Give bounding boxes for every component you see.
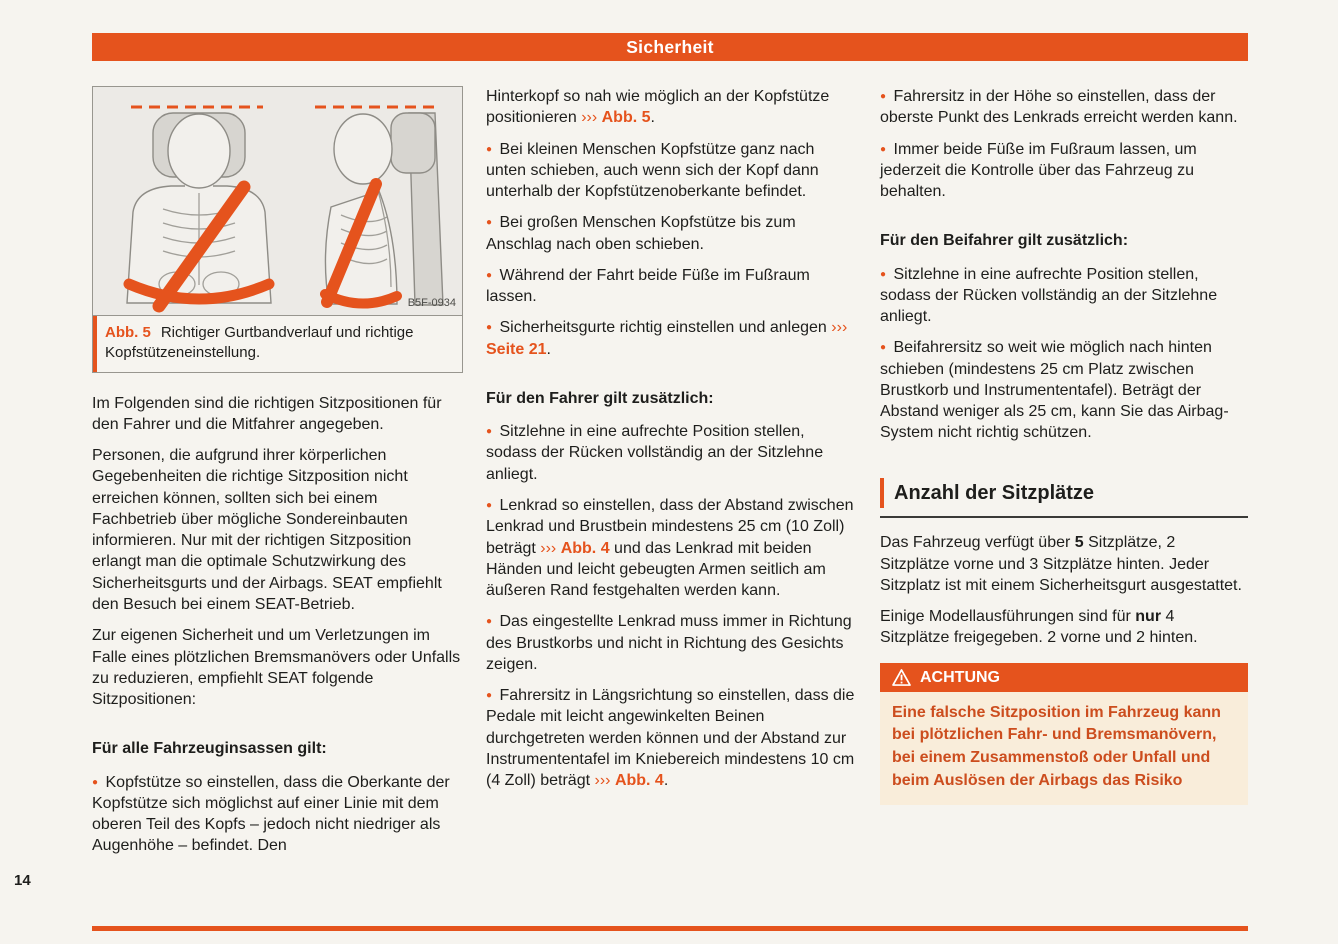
warning-box <box>880 663 1248 805</box>
page-header <box>92 33 1248 61</box>
list-item <box>486 265 855 308</box>
bullet-text: Sitzlehne in eine aufrechte Position stellen, sodass der Rücken vollständig an der Sitzlehne anliegt. <box>880 265 1218 326</box>
figure-caption-text: Richtiger Gurtbandverlauf und richtige Kopfstützeneinstellung. <box>105 324 414 361</box>
list-item <box>880 337 1248 443</box>
paragraph <box>880 606 1248 649</box>
warning-header <box>880 663 1248 692</box>
figure-reference-link[interactable]: Abb. 4 <box>614 772 664 790</box>
column-middle <box>486 86 855 801</box>
ref-arrow-icon: ››› <box>831 319 848 337</box>
paragraph <box>880 532 1248 596</box>
bullet-text: . <box>650 109 655 127</box>
paragraph: Im Folgenden sind die richtigen Sitzpositionen für den Fahrer und die Mitfahrer angegeben. <box>92 394 442 433</box>
column-right <box>880 86 1248 805</box>
list-item <box>880 264 1248 328</box>
bullet-text: Während der Fahrt beide Füße im Fußraum lassen. <box>486 266 810 306</box>
bullet-icon: ● <box>880 268 887 280</box>
bullet-text: . <box>546 340 551 358</box>
list-item <box>92 772 463 857</box>
bullet-icon: ● <box>92 776 99 788</box>
figure-caption <box>93 315 462 372</box>
list-item <box>486 317 855 360</box>
column-left <box>92 86 463 867</box>
bullet-text: Hinterkopf so nah wie möglich an der Kopfstütze positionieren <box>486 88 830 127</box>
bullet-text: und das Lenkrad mit beiden Händen und leicht gebeugten Armen seitlich am äußeren Rand festgehalten werden kann. <box>486 539 826 600</box>
page-title: Sicherheit <box>626 36 714 57</box>
bullet-icon: ● <box>486 143 493 155</box>
bullet-icon: ● <box>486 616 493 628</box>
ref-arrow-icon: ››› <box>594 772 611 790</box>
bullet-icon: ● <box>486 690 493 702</box>
figure-reference-link[interactable]: Abb. 5 <box>601 109 651 127</box>
paragraph-text: 4 Sitzplätze freigegeben. 2 vorne und 2 hinten. <box>880 608 1198 647</box>
footer-rule <box>92 926 1248 931</box>
bullet-icon: ● <box>880 342 887 354</box>
warning-title: ACHTUNG <box>920 668 1000 686</box>
seat-position-illustration <box>93 87 462 315</box>
paragraph-continuation <box>486 86 855 129</box>
list-item <box>486 212 855 255</box>
bullet-icon: ● <box>486 499 493 511</box>
bullet-text: Bei großen Menschen Kopfstütze bis zum Anschlag nach oben schieben. <box>486 214 796 253</box>
subheading-passenger: Für den Beifahrer gilt zusätzlich: <box>880 232 1129 250</box>
bullet-text: Bei kleinen Menschen Kopfstütze ganz nach unten schieben, auch wenn sich der Kopf dann unterhalb der Kopfstützenoberkante befindet. <box>486 140 819 201</box>
page-reference-link[interactable]: Seite 21 <box>486 340 547 358</box>
figure-code: B5F-0934 <box>407 297 456 310</box>
paragraph: Zur eigenen Sicherheit und um Verletzungen im Falle eines plötzlichen Bremsmanövers oder Unfalls zu reduzieren, empfiehlt SEAT folgende Sitzpositionen: <box>92 627 461 709</box>
bullet-text: Fahrersitz in Längsrichtung so einstellen, dass die Pedale mit leicht angewinkelten Beinen durchgetreten werden können und der Abstand zur Instrumententafel im Kniebereich mindestens 10 cm (4 Zoll) beträgt <box>486 687 855 790</box>
paragraph-text: Sitzplätze, 2 Sitzplätze vorne und 3 Sitzplätze hinten. Jeder Sitzplatz ist mit einem Sicherheitsgurt ausgestattet. <box>880 534 1242 594</box>
bullet-text: Fahrersitz in der Höhe so einstellen, dass der oberste Punkt des Lenkrads erreicht werden kann. <box>880 88 1238 127</box>
list-item <box>880 86 1248 129</box>
warning-text: Eine falsche Sitzposition im Fahrzeug kann bei plötzlichen Fahr- und Bremsmanövern, bei einem Zusammenstoß oder Unfall und beim Auslösen der Airbags das Risiko <box>880 692 1248 805</box>
emphasis: 5 <box>1074 534 1084 552</box>
section-rule <box>880 516 1248 518</box>
paragraph-text: Einige Modellausführungen sind für <box>880 608 1136 626</box>
bullet-text: Sitzlehne in eine aufrechte Position stellen, sodass der Rücken vollständig an der Sitzlehne anliegt. <box>486 423 824 483</box>
bullet-text: Beifahrersitz so weit wie möglich nach hinten schieben (mindestens 25 cm Platz zwischen Brustkorb und Instrumententafel). Beträgt der Abstand weniger als 25 cm, kann Sie das Airbag-System nicht richtig schützen. <box>880 339 1229 442</box>
list-item <box>486 139 855 203</box>
list-item <box>486 685 855 791</box>
list-item <box>880 139 1248 203</box>
paragraph: Personen, die aufgrund ihrer körperlichen Gegebenheiten die richtige Sitzposition nicht erreichen können, sollten sich bei einem Fachbetrieb über mögliche Sondereinbauten informieren. Nur mit der richtigen Sitzposition erlangt man die optimale Schutzwirkung des Sicherheitsgurts und der Airbags. SEAT empfiehlt den Besuch bei einem SEAT-Betrieb. <box>92 447 442 613</box>
section-title-seats: Anzahl der Sitzplätze <box>880 478 1248 509</box>
bullet-icon: ● <box>880 143 887 155</box>
figure-image <box>93 87 462 315</box>
figure-caption-label: Abb. 5 <box>105 324 151 341</box>
figure-caption-body <box>97 316 462 372</box>
bullet-text: . <box>663 772 669 790</box>
subheading-all-occupants: Für alle Fahrzeuginsassen gilt: <box>92 740 327 758</box>
bullet-text: Sicherheitsgurte richtig einstellen und anlegen <box>499 319 827 337</box>
list-item <box>486 421 855 485</box>
bullet-text: Immer beide Füße im Fußraum lassen, um jederzeit die Kontrolle über das Fahrzeug zu behalten. <box>880 140 1197 201</box>
bullet-icon: ● <box>486 322 493 334</box>
warning-icon <box>892 669 911 686</box>
bullet-icon: ● <box>486 426 493 438</box>
page-number: 14 <box>14 872 31 889</box>
bullet-icon: ● <box>486 217 493 229</box>
bullet-text: Das eingestellte Lenkrad muss immer in Richtung des Brustkorbs und nicht in Richtung des Gesichts zeigen. <box>486 613 852 673</box>
bullet-text: Lenkrad so einstellen, dass der Abstand zwischen Lenkrad und Brustbein mindestens 25 cm (10 Zoll) beträgt <box>486 496 854 557</box>
bullet-icon: ● <box>880 91 887 102</box>
list-item <box>486 495 855 601</box>
list-item <box>486 611 855 675</box>
figure-reference-link[interactable]: Abb. 4 <box>560 539 610 557</box>
subheading-driver: Für den Fahrer gilt zusätzlich: <box>486 389 714 407</box>
figure-abb5 <box>92 86 463 373</box>
bullet-icon: ● <box>486 269 493 281</box>
ref-arrow-icon: ››› <box>540 539 557 557</box>
ref-arrow-icon: ››› <box>581 109 598 127</box>
bullet-text: Kopfstütze so einstellen, dass die Oberkante der Kopfstütze sich möglichst auf einer Linie mit dem oberen Teil des Kopfs – jedoch nicht niedriger als Augenhöhe – befindet. Den <box>92 773 450 855</box>
paragraph-text: Das Fahrzeug verfügt über <box>880 534 1075 552</box>
emphasis: nur <box>1135 608 1162 626</box>
